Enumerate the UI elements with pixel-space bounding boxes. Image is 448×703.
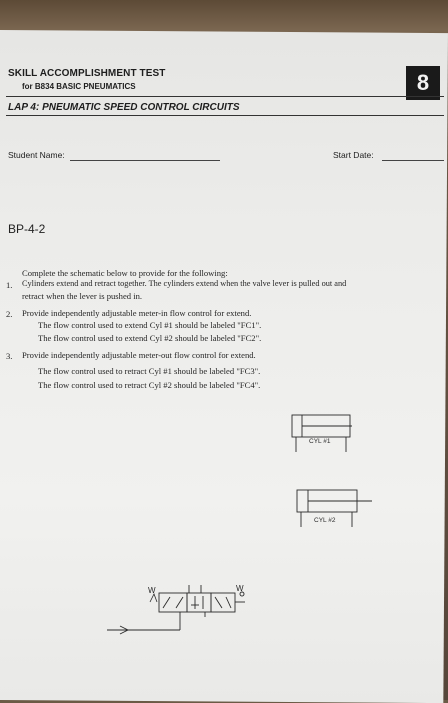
cylinder-1-symbol [292, 415, 352, 452]
test-title: SKILL ACCOMPLISHMENT TEST [8, 68, 166, 79]
item-3-line3: The flow control used to retract Cyl #2 should be labeled "FC4". [38, 380, 261, 390]
item-3-line2: The flow control used to retract Cyl #1 should be labeled "FC3". [38, 366, 261, 376]
item-2-number: 2. [6, 309, 13, 319]
start-date-label: Start Date: [333, 150, 374, 160]
problem-id: BP-4-2 [8, 222, 46, 236]
item-1-number: 1. [6, 280, 13, 290]
problem-intro: Complete the schematic below to provide for the following: [22, 268, 228, 278]
item-2-line1: Provide independently adjustable meter-in flow control for extend. [22, 308, 252, 318]
item-2-line3: The flow control used to extend Cyl #2 should be labeled "FC2". [38, 333, 262, 343]
test-number-badge: 8 [406, 66, 440, 100]
directional-valve-symbol [150, 585, 245, 626]
item-2-line2: The flow control used to extend Cyl #1 should be labeled "FC1". [38, 320, 262, 330]
student-name-label: Student Name: [8, 150, 65, 160]
item-3-number: 3. [6, 351, 13, 361]
lap-title: LAP 4: PNEUMATIC SPEED CONTROL CIRCUITS [8, 102, 240, 113]
item-1-line1: Cylinders extend and retract together. The cylinders extend when the valve lever is pulled out and [22, 279, 347, 288]
cylinder-2-label: CYL #2 [314, 517, 336, 524]
supply-line [107, 626, 180, 634]
item-1-line2: retract when the lever is pushed in. [22, 291, 143, 301]
valve-right-label: W [236, 584, 244, 593]
item-3-line1: Provide independently adjustable meter-out flow control for extend. [22, 350, 256, 360]
valve-left-label: W [148, 586, 156, 595]
test-subtitle: for B834 BASIC PNEUMATICS [22, 82, 136, 91]
cylinder-1-label: CYL #1 [309, 438, 331, 445]
